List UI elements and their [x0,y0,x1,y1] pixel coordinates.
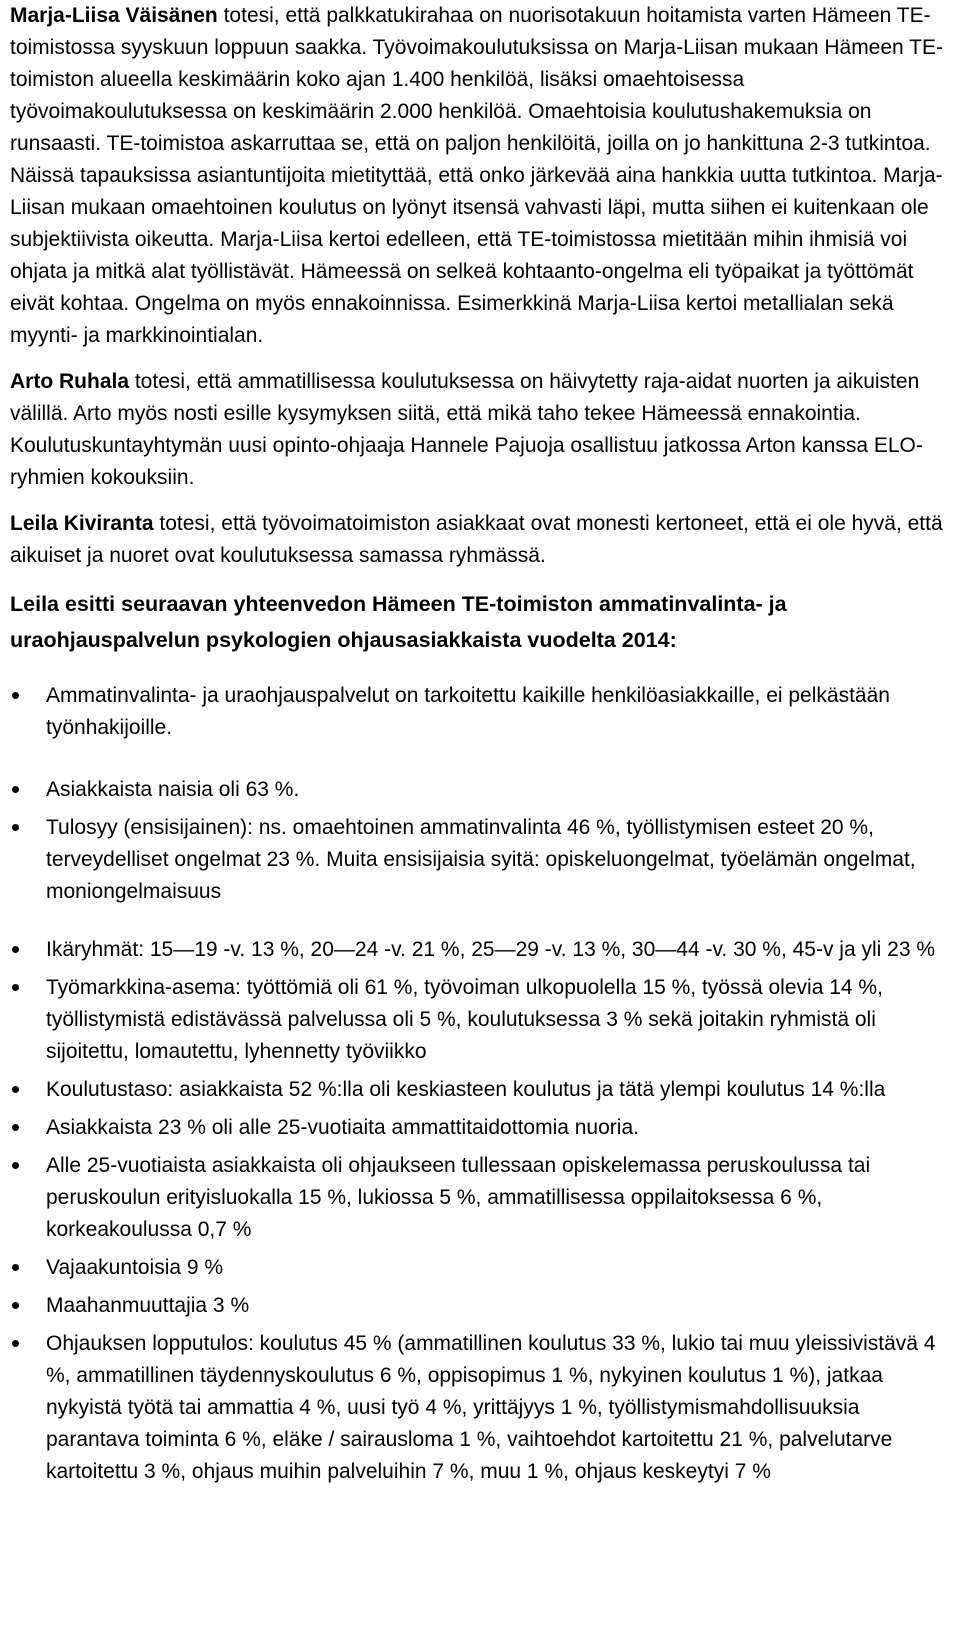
summary-list [10,680,948,1488]
list-item-text: Asiakkaista 23 % oli alle 25-vuotiaita ammattitaidottomia nuoria. [46,1116,639,1139]
speaker-name: Marja-Liisa Väisänen [10,4,218,27]
list-item-text: Työmarkkina-asema: työttömiä oli 61 %, työvoiman ulkopuolella 15 %, työssä olevia 14 %, työllistymistä edistävässä palvelussa oli 5 %, koulutuksessa 3 % sekä joitakin ryhmistä oli sijoitettu, lomautettu, lyhennetty työviikko [46,976,883,1063]
paragraph-kiviranta [10,508,948,572]
list-item-text: Ohjauksen lopputulos: koulutus 45 % (ammatillinen koulutus 33 %, lukio tai muu yleissivistävä 4 %, ammatillinen täydennyskoulutus 6 %, oppisopimus 1 %, nykyinen koulutus 1 %), jatkaa nykyistä työtä tai ammattia 4 %, uusi työ 4 %, yrittäjyys 1 %, työllistymismahdollisuuksia parantava toiminta 6 %, eläke / sairauslomа 1 %, vaihtoehdot kartoitettu 21 %, palvelutarve kartoitettu 3 %, ohjaus muihin palveluihin 7 %, muu 1 %, ohjaus keskeytyi 7 % [46,1332,936,1483]
list-item-text: Maahanmuuttajia 3 % [46,1294,250,1317]
bullet-icon [12,1264,19,1271]
list-item [10,1112,948,1144]
list-item [10,1252,948,1284]
bullet-icon [12,786,19,793]
list-item [10,1328,948,1488]
list-item-text: Alle 25-vuotiaista asiakkaista oli ohjaukseen tullessaan opiskelemassa peruskoulussa tai peruskoulun erityisluokalla 15 %, lukiossa 5 %, ammatillisessa oppilaitoksessa 6 %, korkeakoulussa 0,7 % [46,1154,871,1241]
bullet-icon [12,1124,19,1131]
bullet-icon [12,946,19,953]
list-item-text: Ikäryhmät: 15—19 -v. 13 %, 20—24 -v. 21 %, 25—29 -v. 13 %, 30—44 -v. 30 %, 45-v ja yli 23 % [46,938,936,961]
paragraph-text: totesi, että palkkatukirahaa on nuorisotakuun hoitamista varten Hämeen TE-toimistossa syyskuun loppuun saakka. Työvoimakoulutuksissa on Marja-Liisan mukaan Hämeen TE-toimiston alueella keskimäärin koko ajan 1.400 henkilöä, lisäksi omaehtoisessa työvoimakoulutuksessa on keskimäärin 2.000 henkilöä. Omaehtoisia koulutushakemuksia on runsaasti. TE-toimistoa askarruttaa se, että on paljon henkilöitä, joilla on jo hankittuna 2-3 tutkintoa. Näissä tapauksissa asiantuntijoita mietityttää, että onko järkevää aina hankkia uutta tutkintoa. Marja-Liisan mukaan omaehtoinen koulutus on lyönyt itsensä vahvasti läpi, mutta siihen ei kuitenkaan ole subjektiivista oikeutta. Marja-Liisa kertoi edelleen, että TE-toimistossa mietitään mihin ihmisiä voi ohjata ja mitkä alat työllistävät. Hämeessä on selkeä kohtaanto-ongelma eli työpaikat ja työttömät eivät kohtaa. Ongelma on myös ennakoinnissa. Esimerkkinä Marja-Liisa kertoi metallialan sekä myynti- ja markkinointialan. [10,4,944,347]
bullet-icon [12,1302,19,1309]
paragraph-text: totesi, että työvoimatoimiston asiakkaat ovat monesti kertoneet, että ei ole hyvä, että aikuiset ja nuoret ovat koulutuksessa samassa ryhmässä. [10,512,943,567]
bullet-icon [12,984,19,991]
bullet-icon [12,824,19,831]
bullet-icon [12,1162,19,1169]
paragraph-ruhala [10,366,948,494]
list-item [10,680,948,744]
bullet-icon [12,1340,19,1347]
list-item [10,972,948,1068]
list-item [10,934,948,966]
speaker-name: Leila Kiviranta [10,512,154,535]
bullet-icon [12,692,19,699]
summary-heading: Leila esitti seuraavan yhteenvedon Hämeen TE-toimiston ammatinvalinta- ja uraohjauspalvelun psykologien ohjausasiakkaista vuodelta 2014: [10,592,787,652]
speaker-name: Arto Ruhala [10,370,130,393]
paragraph-vaisanen [10,0,948,352]
list-item-text: Asiakkaista naisia oli 63 %. [46,778,300,801]
list-item [10,774,948,806]
list-item-text: Ammatinvalinta- ja uraohjauspalvelut on tarkoitettu kaikille henkilöasiakkaille, ei pelkästään työnhakijoille. [46,684,890,739]
list-item [10,812,948,908]
list-item-text: Koulutustaso: asiakkaista 52 %:lla oli keskiasteen koulutus ja tätä ylempi koulutus 14 %:lla [46,1078,886,1101]
paragraph-text: totesi, että ammatillisessa koulutuksessa on häivytetty raja-aidat nuorten ja aikuisten välillä. Arto myös nosti esille kysymyksen siitä, että mikä taho tekee Hämeessä ennakointia. Koulutuskuntayhtymän uusi opinto-ohjaaja Hannele Pajuoja osallistuu jatkossa Arton kanssa ELO-ryhmien kokouksiin. [10,370,923,489]
bullet-icon [12,1086,19,1093]
list-item [10,1150,948,1246]
list-item-text: Vajaakuntoisia 9 % [46,1256,224,1279]
list-item [10,1074,948,1106]
list-item-text: Tulosyy (ensisijainen): ns. omaehtoinen ammatinvalinta 46 %, työllistymisen esteet 20 %, terveydelliset ongelmat 23 %. Muita ensisijaisia syitä: opiskeluongelmat, työelämän ongelmat, moniongelmaisuus [46,816,916,903]
list-item [10,1290,948,1322]
